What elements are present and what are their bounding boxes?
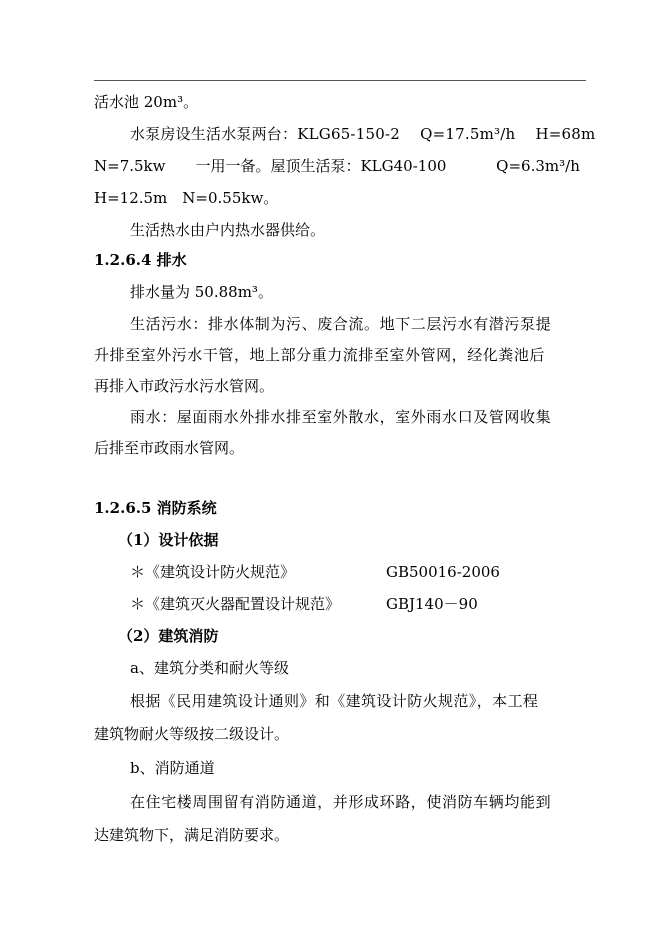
text-line-3: N=7.5kw 一用一备。屋顶生活泵：KLG40-100 Q=6.3m³/h xyxy=(94,157,580,175)
text-line-13: 根据《民用建筑设计通则》和《建筑设计防火规范》，本工程 xyxy=(130,692,539,710)
text-line-5: 生活热水由户内热水器供给。 xyxy=(130,221,326,239)
subheading-design-basis: （1）设计依据 xyxy=(118,531,219,549)
text-line-17: 达建筑物下，满足消防要求。 xyxy=(94,826,290,844)
text-line-8: 升排至室外污水干管，地上部分重力流排至室外管网，经化粪池后 xyxy=(94,346,545,364)
reference-name-1: ＊《建筑设计防火规范》 xyxy=(130,563,296,581)
reference-code-1: GB50016-2006 xyxy=(386,563,500,581)
text-line-14: 建筑物耐火等级按二级设计。 xyxy=(94,725,290,743)
text-line-16: 在住宅楼周围留有消防通道，并形成环路，使消防车辆均能到 xyxy=(130,793,552,811)
text-line-12: a、建筑分类和耐火等级 xyxy=(130,659,289,677)
header-rule xyxy=(94,80,586,81)
subheading-building-fire: （2）建筑消防 xyxy=(118,627,219,645)
text-line-4: H=12.5m N=0.55kw。 xyxy=(94,189,279,207)
text-line-9: 再排入市政污水污水管网。 xyxy=(94,377,275,395)
text-line-11: 后排至市政雨水管网。 xyxy=(94,439,245,457)
text-line-1: 活水池 20m³。 xyxy=(94,93,199,111)
text-line-7: 生活污水：排水体制为污、废合流。地下二层污水有潜污泵提 xyxy=(130,315,552,333)
reference-code-2: GBJ140－90 xyxy=(386,595,478,613)
section-heading-fire: 1.2.6.5 消防系统 xyxy=(94,499,217,517)
section-heading-drainage: 1.2.6.4 排水 xyxy=(94,251,187,269)
text-line-15: b、消防通道 xyxy=(130,759,215,777)
text-line-6: 排水量为 50.88m³。 xyxy=(130,283,273,301)
text-line-10: 雨水：屋面雨水外排水排至室外散水，室外雨水口及管网收集 xyxy=(130,408,552,426)
text-line-2: 水泵房设生活水泵两台：KLG65-150-2 Q=17.5m³/h H=68m xyxy=(130,125,596,143)
reference-name-2: ＊《建筑灭火器配置设计规范》 xyxy=(130,595,341,613)
